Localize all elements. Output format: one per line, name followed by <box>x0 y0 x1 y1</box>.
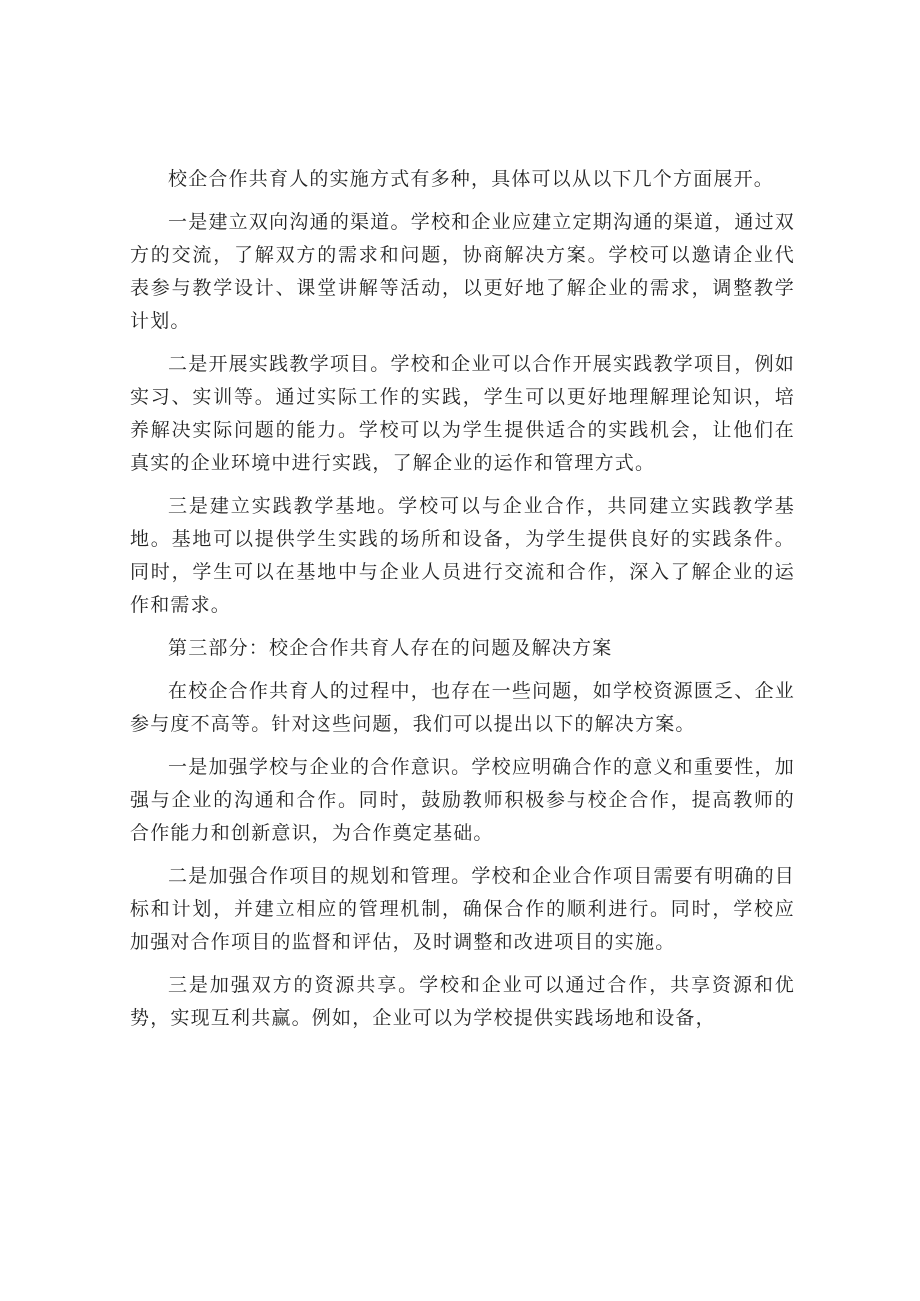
paragraph-point-1: 一是建立双向沟通的渠道。学校和企业应建立定期沟通的渠道，通过双方的交流，了解双方的需求和问题，协商解决方案。学校可以邀请企业代表参与教学设计、课堂讲解等活动，以更好地了解企业的需求，调整教学计划。 <box>130 211 795 332</box>
paragraph-point-3: 三是建立实践教学基地。学校可以与企业合作，共同建立实践教学基地。基地可以提供学生实践的场所和设备，为学生提供良好的实践条件。同时，学生可以在基地中与企业人员进行交流和合作，深入了解企业的运作和需求。 <box>130 495 795 616</box>
paragraph-solution-1: 一是加强学校与企业的合作意识。学校应明确合作的意义和重要性，加强与企业的沟通和合作。同时，鼓励教师积极参与校企合作，提高教师的合作能力和创新意识，为合作奠定基础。 <box>130 756 795 844</box>
section-heading: 第三部分：校企合作共育人存在的问题及解决方案 <box>168 637 613 659</box>
document-body <box>130 163 795 1045</box>
paragraph-point-2: 二是开展实践教学项目。学校和企业可以合作开展实践教学项目，例如实习、实训等。通过实际工作的实践，学生可以更好地理解理论知识，培养解决实际问题的能力。学校可以为学生提供适合的实践机会，让他们在真实的企业环境中进行实践，了解企业的运作和管理方式。 <box>130 353 795 474</box>
paragraph-solution-2: 二是加强合作项目的规划和管理。学校和企业合作项目需要有明确的目标和计划，并建立相应的管理机制，确保合作的顺利进行。同时，学校应加强对合作项目的监督和评估，及时调整和改进项目的实施。 <box>130 865 795 953</box>
paragraph-solution-3: 三是加强双方的资源共享。学校和企业可以通过合作，共享资源和优势，实现互利共赢。例如，企业可以为学校提供实践场地和设备， <box>130 974 795 1029</box>
paragraph-intro: 校企合作共育人的实施方式有多种，具体可以从以下几个方面展开。 <box>168 168 775 190</box>
paragraph-problems: 在校企合作共育人的过程中，也存在一些问题，如学校资源匮乏、企业参与度不高等。针对这些问题，我们可以提出以下的解决方案。 <box>130 680 795 735</box>
